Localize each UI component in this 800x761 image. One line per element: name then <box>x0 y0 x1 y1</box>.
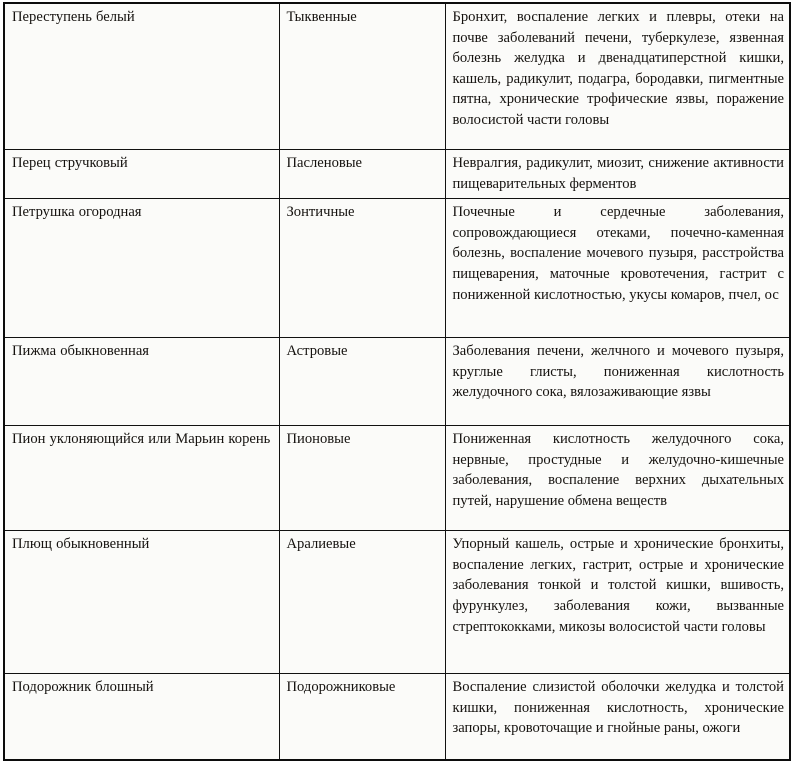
table-row <box>4 426 790 531</box>
plant-uses-cell: Бронхит, воспаление легких и плевры, отеки на почве заболеваний печени, туберкулезе, язвенная болезнь желудка и двенадцатиперстной кишки, кашель, радикулит, подагра, бородавки, пигментные пятна, хронические трофические язвы, поражение волосистой части головы <box>445 3 790 150</box>
plant-family-cell: Тыквенные <box>279 3 445 150</box>
table-row <box>4 199 790 338</box>
plant-name-cell: Пижма обыкновенная <box>4 338 279 426</box>
plant-uses-cell: Невралгия, радикулит, миозит, снижение активности пищеварительных ферментов <box>445 150 790 199</box>
plant-name-cell: Переступень белый <box>4 3 279 150</box>
plant-family-cell: Астровые <box>279 338 445 426</box>
plant-name-cell: Плющ обыкновенный <box>4 531 279 674</box>
plant-uses-cell: Заболевания печени, желчного и мочевого пузыря, круглые глисты, пониженная кислотность желудочного сока, вялозаживающие язвы <box>445 338 790 426</box>
plant-family-cell: Подорожниковые <box>279 674 445 761</box>
plant-uses-cell: Упорный кашель, острые и хронические бронхиты, воспаление легких, гастрит, острые и хронические заболевания тонкой и толстой кишки, вшивость, фурункулез, заболевания кожи, вызванные стрептококками, микозы волосистой части головы <box>445 531 790 674</box>
plant-name-cell: Перец стручковый <box>4 150 279 199</box>
plant-family-cell: Зонтичные <box>279 199 445 338</box>
table-row <box>4 150 790 199</box>
plant-uses-cell: Почечные и сердечные заболевания, сопровождающиеся отеками, почечно-каменная болезнь, воспаление мочевого пузыря, расстройства пищеварения, маточные кровотечения, гастрит с пониженной кислотностью, укусы комаров, пчел, ос <box>445 199 790 338</box>
table-row <box>4 674 790 761</box>
plant-family-cell: Пасленовые <box>279 150 445 199</box>
plant-name-cell: Петрушка огородная <box>4 199 279 338</box>
plant-uses-cell: Воспаление слизистой оболочки желудка и толстой кишки, пониженная кислотность, хронические запоры, кровоточащие и гнойные раны, ожоги <box>445 674 790 761</box>
table-row <box>4 531 790 674</box>
table-row <box>4 338 790 426</box>
table-body <box>4 3 790 760</box>
plant-name-cell: Пион уклоняющийся или Марьин корень <box>4 426 279 531</box>
plant-name-cell: Подорожник блошный <box>4 674 279 761</box>
plant-family-cell: Аралиевые <box>279 531 445 674</box>
plant-uses-cell: Пониженная кислотность желудочного сока, нервные, простудные и желудочно-кишечные заболевания, воспаление верхних дыхательных путей, нарушение обмена веществ <box>445 426 790 531</box>
plant-family-cell: Пионовые <box>279 426 445 531</box>
table-row <box>4 3 790 150</box>
medicinal-plants-table <box>3 2 791 761</box>
